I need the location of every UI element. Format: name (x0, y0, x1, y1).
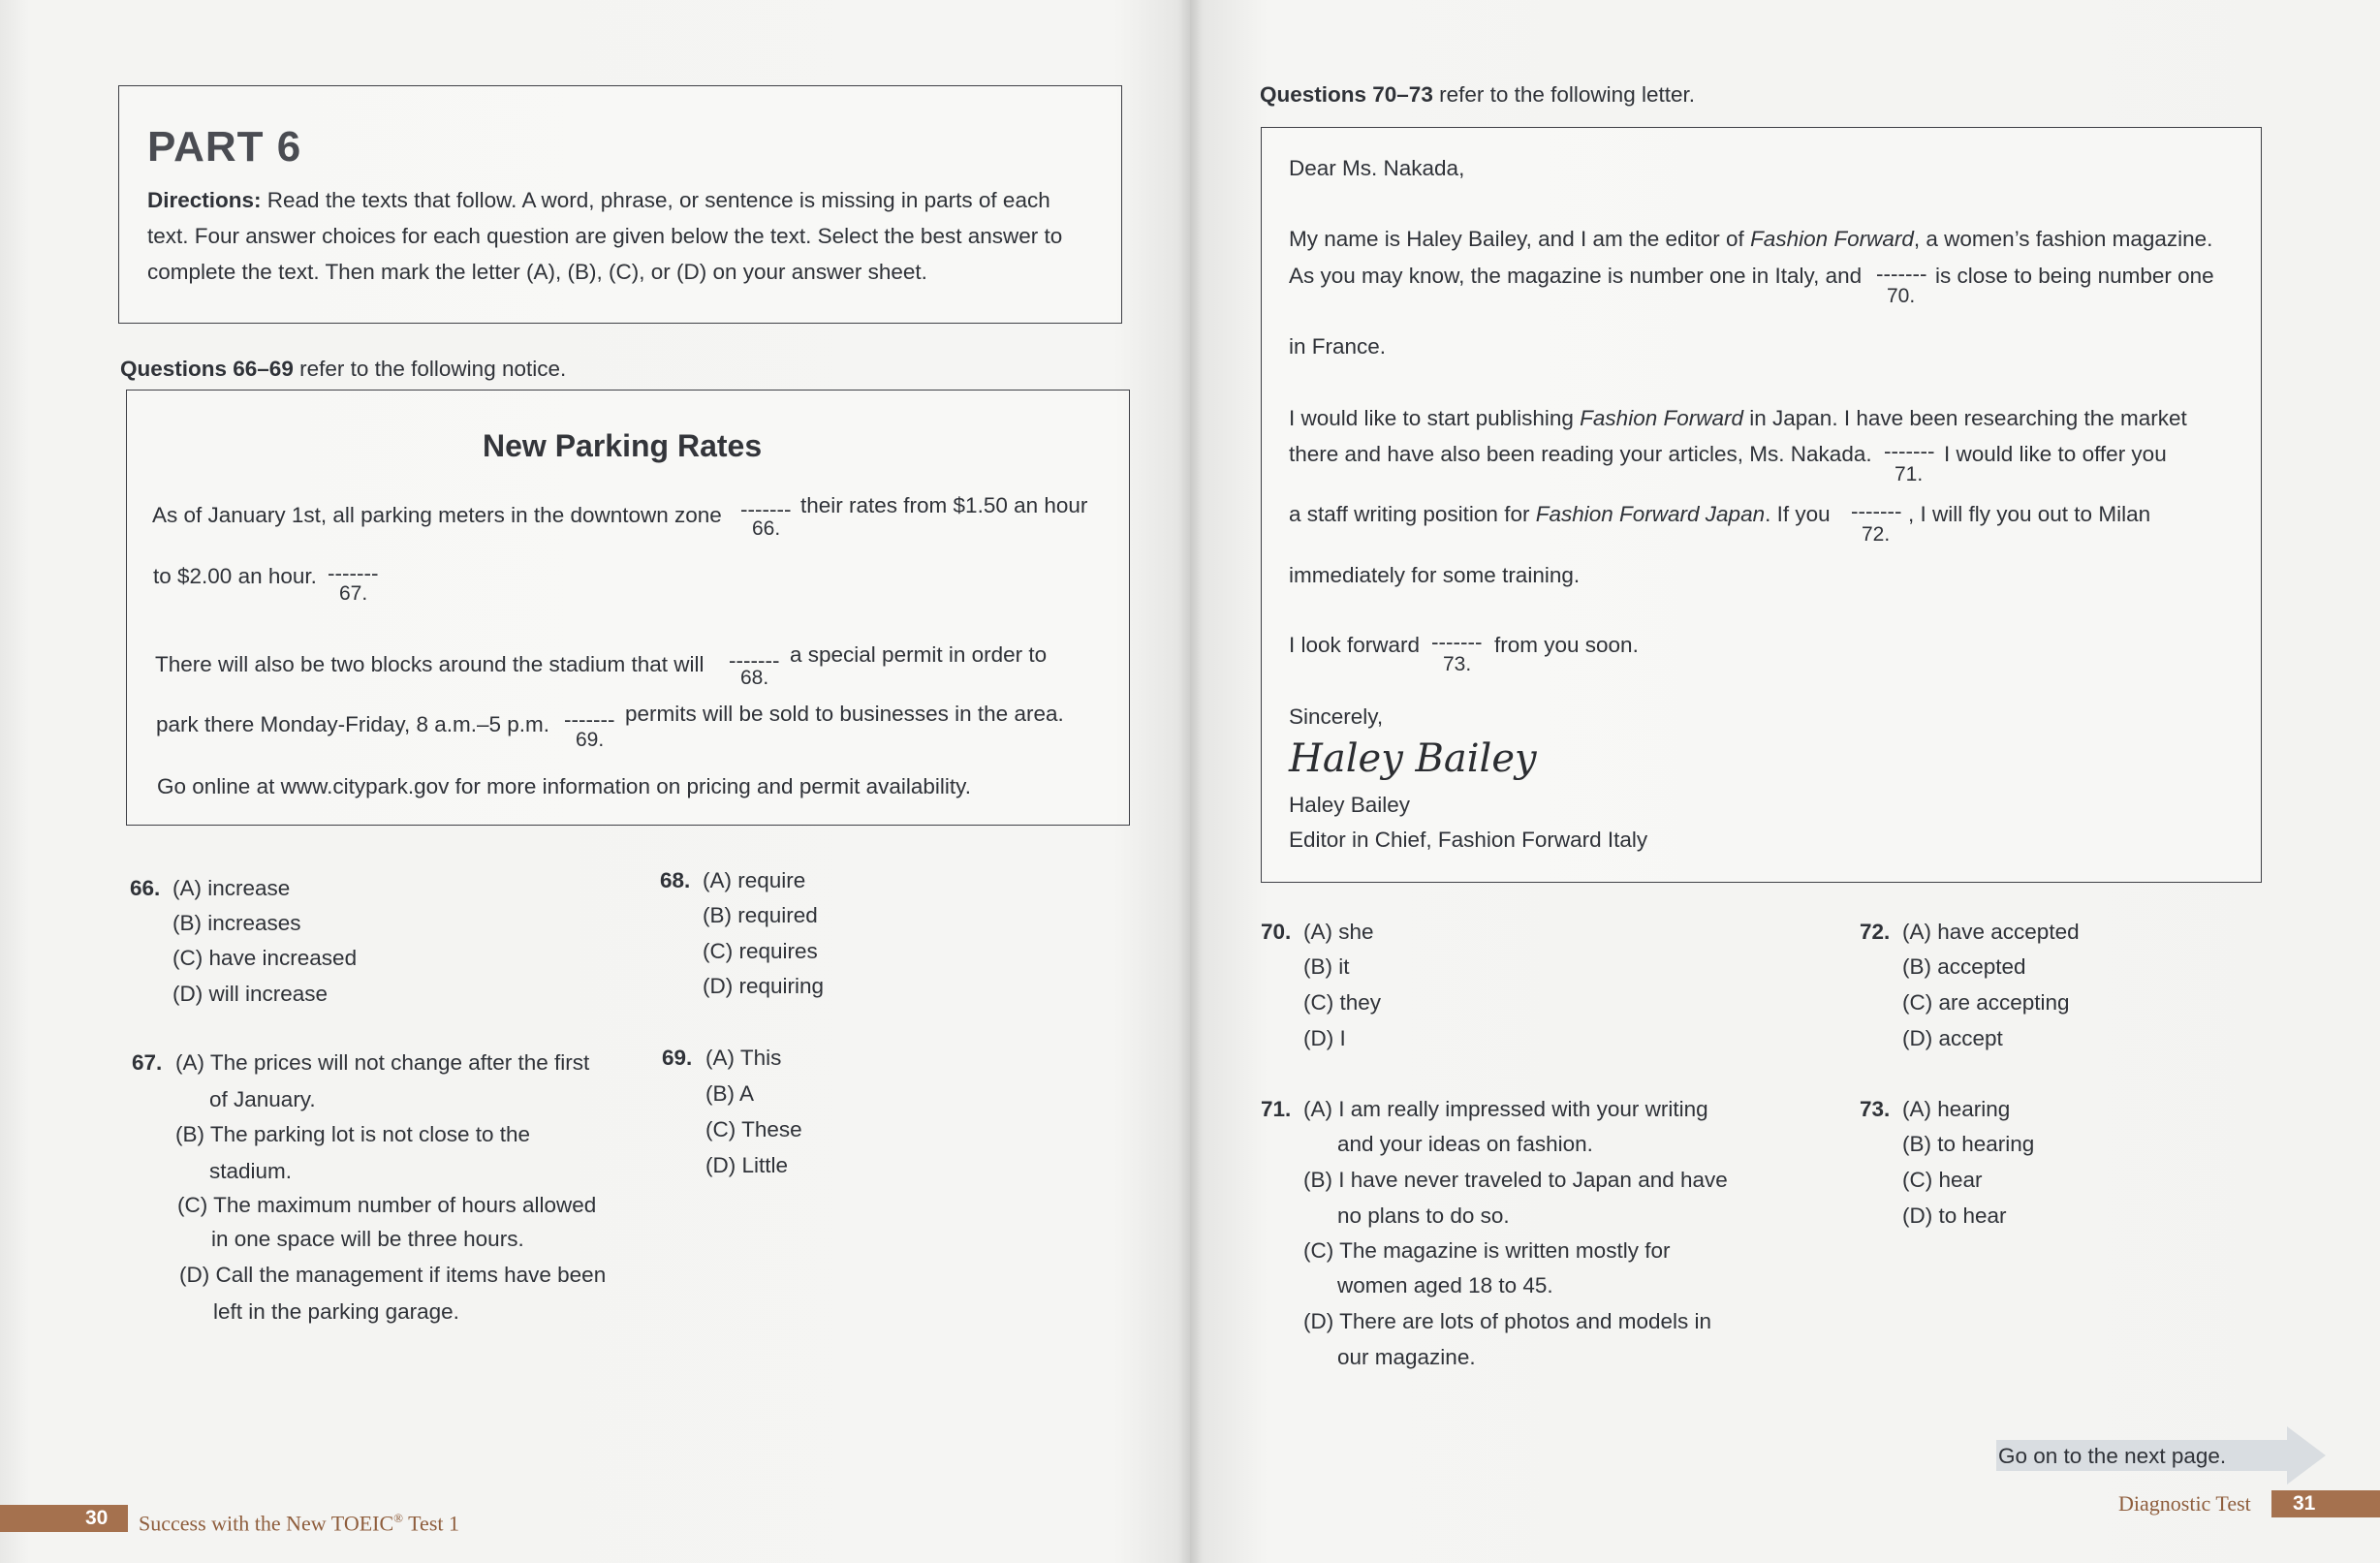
q72-option-a[interactable]: (A) have accepted (1902, 920, 2080, 944)
footer-title-left (139, 1505, 459, 1537)
q67-number: 67. (132, 1050, 163, 1075)
notice-line-4b: permits will be sold to businesses in the area. (625, 702, 1064, 726)
q70-option-b[interactable]: (B) it (1303, 954, 1350, 979)
magazine-name-1: Fashion Forward (1750, 227, 1914, 251)
q69-option-a[interactable]: (A) This (705, 1046, 782, 1070)
q71-option-c-cont: women aged 18 to 45. (1337, 1273, 1553, 1297)
footer-title-end: Test 1 (403, 1511, 459, 1536)
letter-p1-line2: As you may know, the magazine is number one in Italy, and (1289, 264, 1863, 288)
letter-sender-role: Editor in Chief, Fashion Forward Italy (1289, 828, 1648, 852)
notice-line-5: Go online at www.citypark.gov for more information on pricing and permit availability. (157, 774, 971, 798)
q66-option-a[interactable]: (A) increase (172, 876, 291, 900)
notice-intro (120, 356, 566, 383)
q73-option-c[interactable]: (C) hear (1902, 1168, 1983, 1192)
letter-closing: Sincerely, (1289, 704, 1384, 729)
blank-71: ------- (1884, 439, 1935, 463)
q71-option-a-cont: and your ideas on fashion. (1337, 1132, 1593, 1156)
footer-title-main: Success with the New TOEIC (139, 1511, 394, 1536)
letter-intro-range: Questions 70–73 (1260, 82, 1433, 107)
right-page (1190, 0, 2380, 1563)
directions-label: Directions: (147, 188, 262, 212)
q71-number: 71. (1261, 1097, 1292, 1121)
registered-mark: ® (393, 1511, 404, 1525)
q69-option-b[interactable]: (B) A (705, 1081, 755, 1106)
q72-option-b[interactable]: (B) accepted (1902, 954, 2026, 979)
notice-line-1a: As of January 1st, all parking meters in the downtown zone (152, 503, 722, 527)
q68-number: 68. (660, 868, 691, 892)
q72-option-c[interactable]: (C) are accepting (1902, 990, 2070, 1015)
part6-title: PART 6 (147, 123, 302, 171)
letter-p2-line3 (1289, 501, 1831, 528)
blank-69-number: 69. (576, 729, 605, 751)
q68-option-b[interactable]: (B) required (703, 903, 818, 927)
magazine-name-2: Fashion Forward (1580, 406, 1743, 430)
notice-intro-range: Questions 66–69 (120, 357, 294, 381)
letter-p1-line2-end: is close to being number one (1935, 264, 2214, 288)
letter-p2-line2: there and have also been reading your articles, Ms. Nakada. (1289, 442, 1872, 466)
letter-p1b: , a women’s fashion magazine. (1913, 227, 2213, 251)
letter-p1-line1 (1289, 226, 2212, 253)
blank-68-number: 68. (740, 667, 769, 689)
q70-option-d[interactable]: (D) I (1303, 1026, 1346, 1050)
letter-p1a: My name is Haley Bailey, and I am the editor of (1289, 227, 1751, 251)
page-number-right: 31 (2293, 1492, 2316, 1515)
letter-p2-line4: immediately for some training. (1289, 563, 1581, 587)
q73-number: 73. (1860, 1097, 1891, 1121)
footer-bar-right (2271, 1490, 2380, 1517)
notice-line-1b: their rates from $1.50 an hour (800, 493, 1088, 517)
letter-p2-line3-end: , I will fly you out to Milan (1908, 502, 2151, 526)
q68-option-a[interactable]: (A) require (703, 868, 806, 892)
q69-number: 69. (662, 1046, 693, 1070)
q70-option-c[interactable]: (C) they (1303, 990, 1382, 1015)
letter-p2a: I would like to start publishing (1289, 406, 1581, 430)
q69-option-c[interactable]: (C) These (705, 1117, 802, 1141)
q73-option-d[interactable]: (D) to hear (1902, 1204, 2007, 1228)
notice-line-4a: park there Monday-Friday, 8 a.m.–5 p.m. (156, 712, 549, 736)
q69-option-d[interactable]: (D) Little (705, 1153, 789, 1177)
letter-p1-line3: in France. (1289, 334, 1387, 359)
q67-option-b[interactable]: (B) The parking lot is not close to the (175, 1122, 531, 1146)
letter-greeting: Dear Ms. Nakada, (1289, 156, 1465, 180)
blank-71-number: 71. (1895, 463, 1924, 485)
q71-option-b[interactable]: (B) I have never traveled to Japan and have (1303, 1168, 1728, 1192)
blank-67-number: 67. (339, 582, 368, 605)
q67-option-d-cont: left in the parking garage. (213, 1299, 459, 1324)
q71-option-a[interactable]: (A) I am really impressed with your writing (1303, 1097, 1708, 1121)
magazine-name-3: Fashion Forward Japan (1535, 502, 1766, 526)
q67-option-a-cont: of January. (209, 1087, 316, 1111)
q70-option-a[interactable]: (A) she (1303, 920, 1374, 944)
q71-option-d[interactable]: (D) There are lots of photos and models in (1303, 1309, 1712, 1333)
directions-text (147, 182, 1078, 290)
q73-option-b[interactable]: (B) to hearing (1902, 1132, 2035, 1156)
q72-number: 72. (1860, 920, 1891, 944)
q67-option-c-cont: in one space will be three hours. (211, 1227, 524, 1251)
q66-option-b[interactable]: (B) increases (172, 911, 301, 935)
letter-p2e: a staff writing position for (1289, 502, 1536, 526)
notice-line-3b: a special permit in order to (790, 642, 1048, 667)
q73-option-a[interactable]: (A) hearing (1902, 1097, 2011, 1121)
blank-66: ------- (740, 497, 792, 521)
signature: Haley Bailey (1289, 736, 1537, 781)
letter-intro-rest: refer to the following letter. (1432, 82, 1695, 107)
blank-70-number: 70. (1887, 285, 1916, 307)
q72-option-d[interactable]: (D) accept (1902, 1026, 2003, 1050)
q71-option-d-cont: our magazine. (1337, 1345, 1476, 1369)
footer-title-right: Diagnostic Test (2118, 1491, 2251, 1516)
blank-72-number: 72. (1862, 523, 1891, 546)
letter-p2f: . If you (1765, 502, 1831, 526)
q70-number: 70. (1261, 920, 1292, 944)
next-page-text: Go on to the next page. (1998, 1444, 2227, 1468)
blank-68: ------- (729, 648, 780, 672)
notice-line-3a: There will also be two blocks around the stadium that will (155, 652, 705, 676)
q66-option-c[interactable]: (C) have increased (172, 946, 358, 970)
letter-p3-line1-end: from you soon. (1494, 633, 1639, 657)
blank-73-number: 73. (1443, 653, 1472, 675)
q67-option-d[interactable]: (D) Call the management if items have been (179, 1263, 607, 1287)
q68-option-c[interactable]: (C) requires (703, 939, 818, 963)
q67-option-b-cont: stadium. (209, 1159, 293, 1183)
notice-title: New Parking Rates (483, 428, 763, 463)
q71-option-b-cont: no plans to do so. (1337, 1204, 1510, 1228)
blank-69: ------- (564, 707, 615, 732)
blank-72: ------- (1851, 499, 1902, 523)
letter-intro (1260, 81, 1695, 109)
notice-line-2a: to $2.00 an hour. (153, 564, 317, 588)
q66-number: 66. (130, 876, 161, 900)
blank-67: ------- (328, 561, 379, 585)
letter-p2b: in Japan. I have been researching the market (1743, 406, 2187, 430)
footer-bar-left (0, 1505, 128, 1532)
q67-option-c[interactable]: (C) The maximum number of hours allowed (177, 1193, 597, 1217)
letter-p2-line2-end: I would like to offer you (1944, 442, 2167, 466)
q71-option-c[interactable]: (C) The magazine is written mostly for (1303, 1238, 1671, 1263)
notice-intro-rest: refer to the following notice. (293, 357, 567, 381)
letter-p3-line1: I look forward (1289, 633, 1421, 657)
q67-option-a[interactable]: (A) The prices will not change after the first (175, 1050, 590, 1075)
blank-73: ------- (1431, 630, 1483, 654)
letter-sender-name: Haley Bailey (1289, 793, 1411, 817)
directions-body: Read the texts that follow. A word, phrase, or sentence is missing in parts of each text. Four answer choices for each question are given below the text. Select the best answer to complete the text. Then mark the letter (A), (B), (C), or (D) on your answer sheet. (147, 188, 1063, 284)
blank-66-number: 66. (752, 517, 781, 540)
q66-option-d[interactable]: (D) will increase (172, 982, 329, 1006)
blank-70: ------- (1876, 262, 1927, 286)
page-number-left: 30 (85, 1507, 109, 1529)
q68-option-d[interactable]: (D) requiring (703, 974, 825, 998)
letter-p2-line1 (1289, 405, 2187, 432)
